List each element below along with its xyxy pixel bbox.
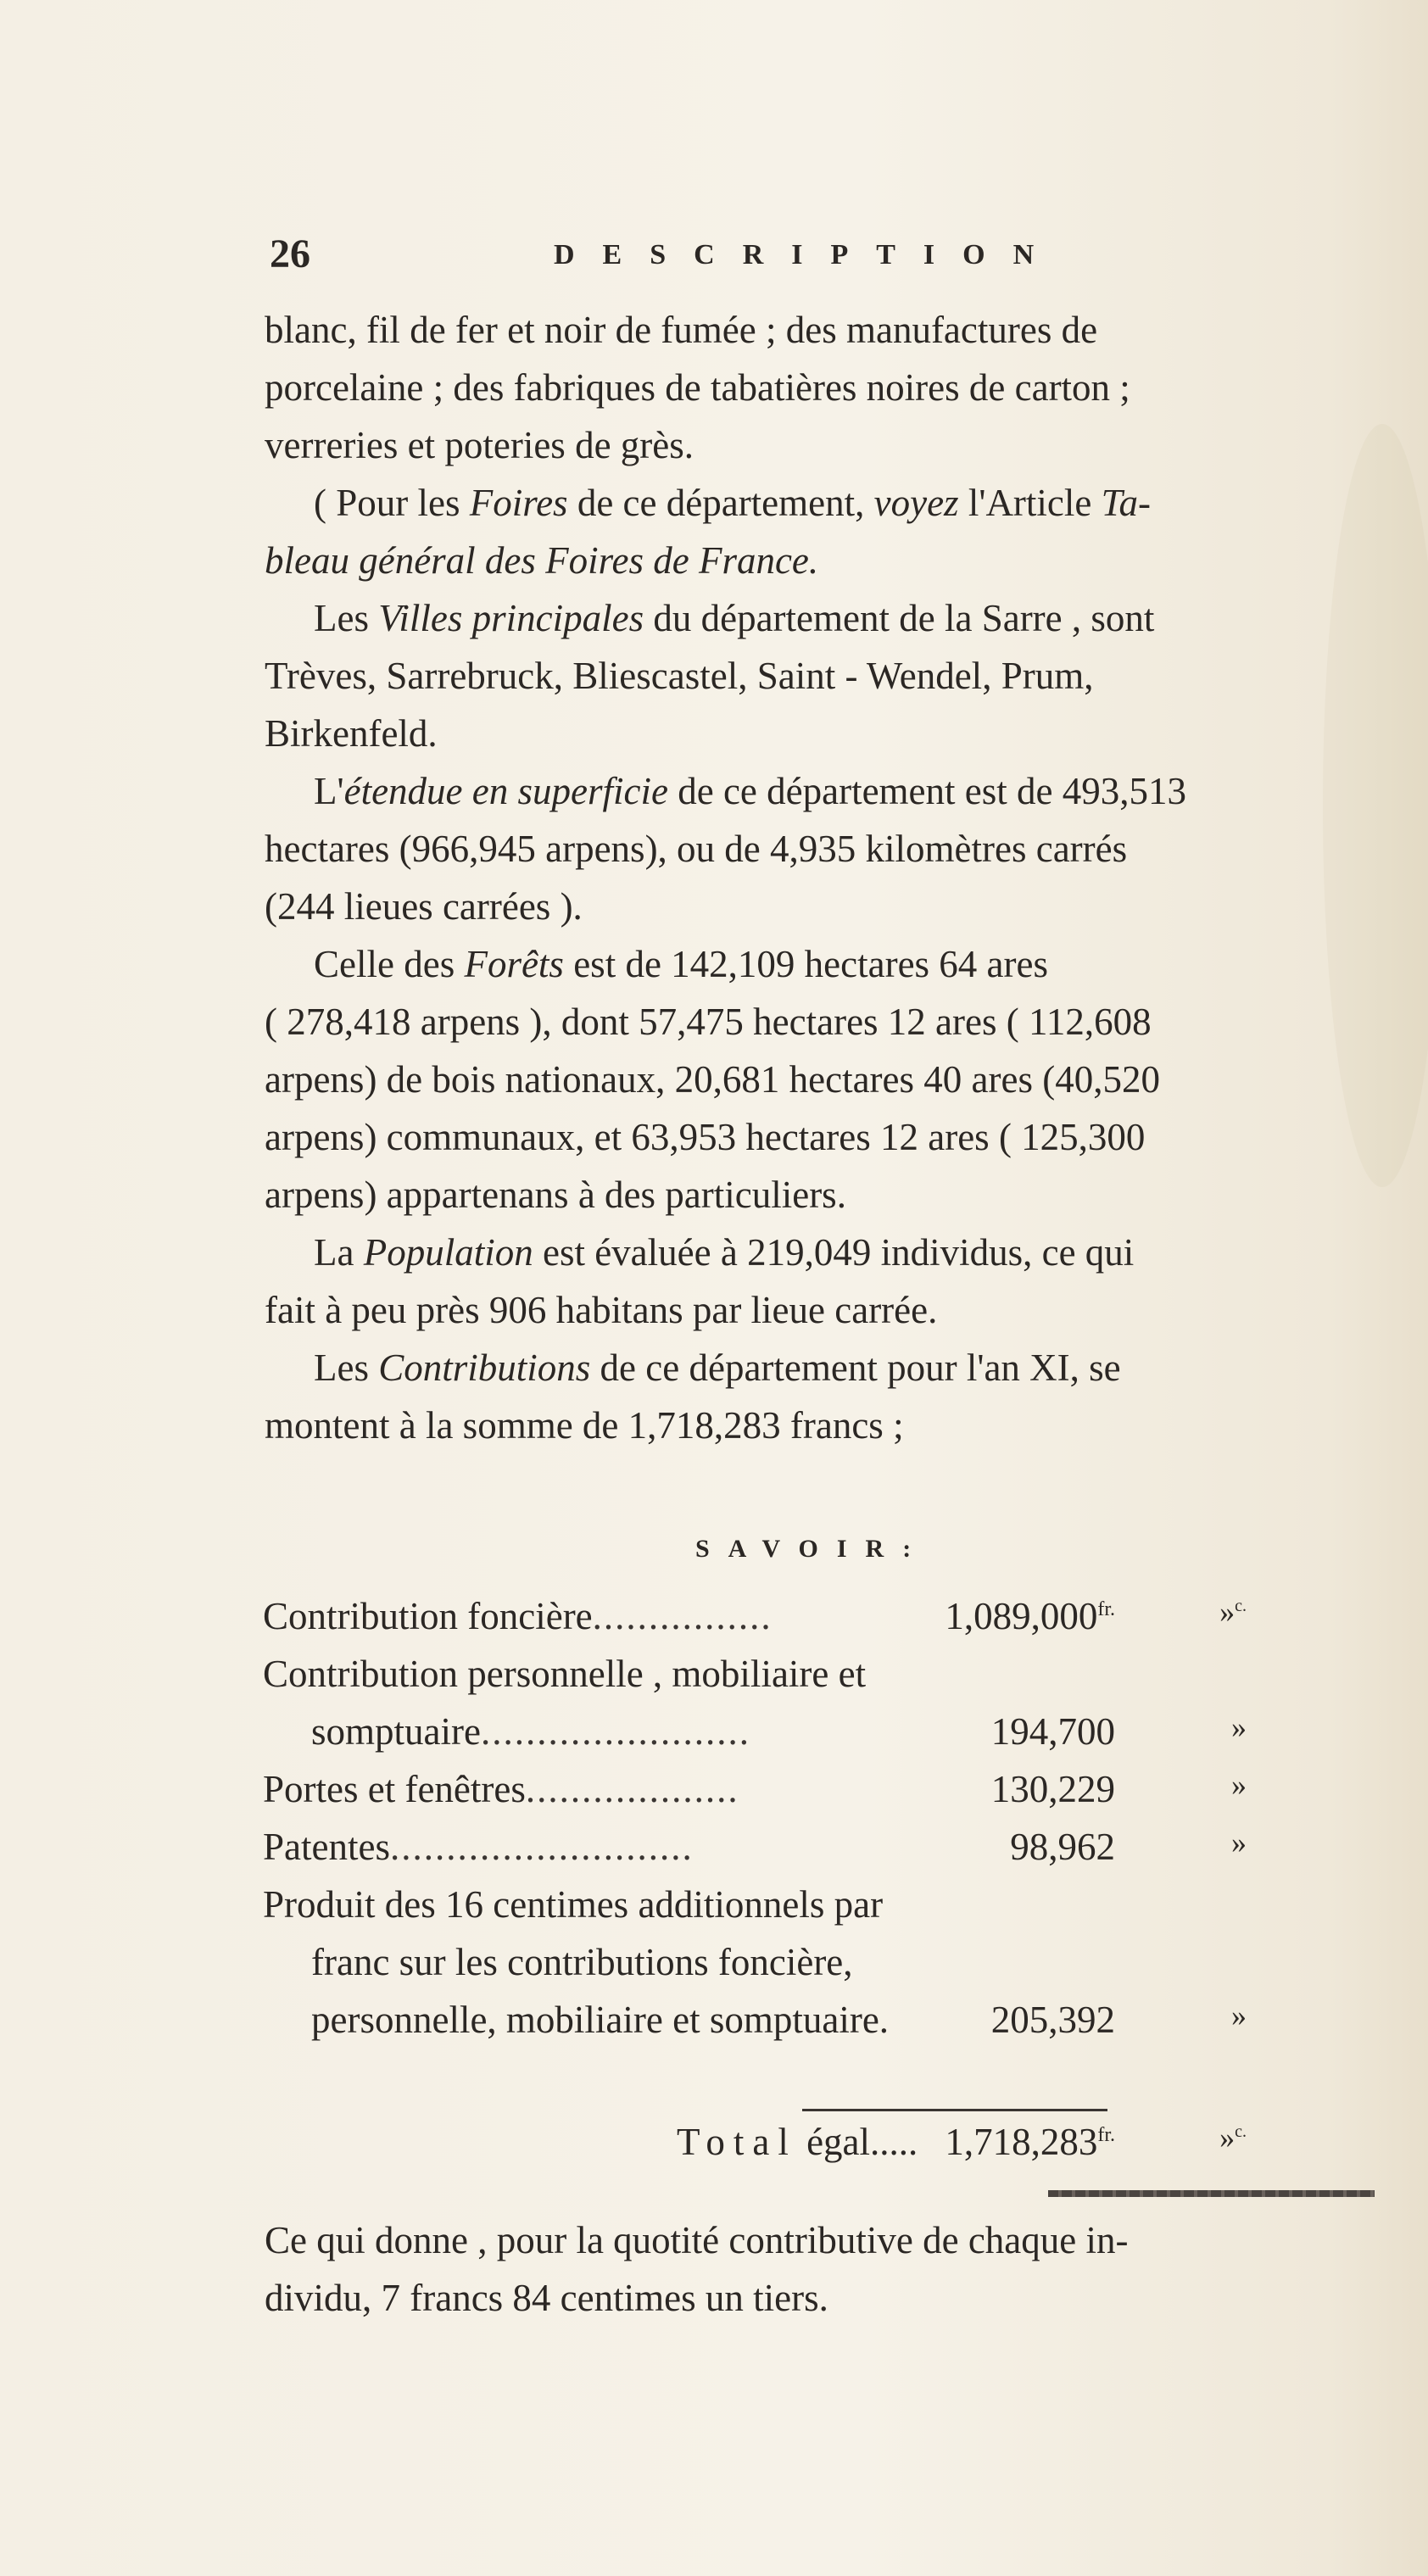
table-row: [263, 1882, 1408, 1940]
text-line: arpens) communaux, et 63,953 hectares 12 ares ( 125,300: [265, 1116, 1146, 1158]
paragraph-population: [265, 1224, 1396, 1339]
italic-term: Villes principales: [378, 597, 644, 639]
total-amount: [945, 2120, 1115, 2164]
text-line: (244 lieues carrées ).: [265, 885, 583, 928]
italic-term: étendue en superficie: [343, 770, 668, 812]
body-text: [265, 301, 1396, 1454]
row-label: [263, 1594, 773, 1638]
amount-value: 1,089,000: [945, 1595, 1098, 1637]
total-divider: [802, 2109, 1107, 2111]
table-row: [263, 1767, 1408, 1825]
ditto-mark: »: [1231, 1826, 1247, 1860]
total-rest: égal.....: [796, 2121, 918, 2163]
text-line: fait à peu près 906 habitans par lieue carrée.: [265, 1289, 938, 1331]
text-line: Ce qui donne , pour la quotité contributive de chaque in-: [265, 2219, 1129, 2261]
row-label: [263, 1767, 739, 1811]
row-label: franc sur les contributions foncière,: [311, 1941, 853, 1983]
text-line: ( 278,418 arpens ), dont 57,475 hectares 12 ares ( 112,608: [265, 1001, 1152, 1043]
label-text: Portes et fenêtres: [263, 1768, 526, 1810]
text-span: Les: [314, 597, 379, 639]
text-span: Les: [314, 1347, 379, 1389]
total-row: [263, 2120, 1408, 2179]
closing-paragraph: [265, 2211, 1396, 2327]
table-row: [263, 1940, 1408, 1998]
label-text: Patentes: [263, 1826, 390, 1868]
row-amount: 130,229: [990, 1768, 1115, 1810]
text-line: dividu, 7 francs 84 centimes un tiers.: [265, 2277, 828, 2319]
ditto-mark: [1219, 2120, 1247, 2155]
text-line: Birkenfeld.: [265, 712, 438, 755]
paragraph-forets: [265, 935, 1396, 1224]
text-span: de ce département,: [567, 482, 874, 524]
text-line: arpens) appartenans à des particuliers.: [265, 1174, 846, 1216]
text-span: de ce département est de 493,513: [667, 770, 1186, 812]
ditto-mark: »: [1231, 1999, 1247, 2032]
table-row: [263, 1594, 1408, 1652]
row-amount: 194,700: [990, 1710, 1115, 1753]
italic-term: Population: [363, 1231, 533, 1274]
total-word: Total: [677, 2121, 797, 2163]
italic-term: bleau général des Foires de France.: [265, 539, 819, 582]
text-span: Celle des: [314, 943, 465, 985]
text-line: hectares (966,945 arpens), ou de 4,935 kilomètres carrés: [265, 828, 1128, 870]
text-span: est de 142,109 hectares 64 ares: [563, 943, 1049, 985]
leader-dots: ................: [592, 1595, 773, 1637]
text-line: verreries et poteries de grès.: [265, 424, 694, 466]
centimes-unit: c.: [1235, 2122, 1247, 2141]
row-label: personnelle, mobiliaire et somptuaire.: [311, 1999, 890, 2041]
row-label: [311, 1709, 750, 1754]
paragraph-1: [265, 301, 1396, 474]
row-label: Contribution personnelle , mobiliaire et: [263, 1653, 867, 1695]
row-amount: [945, 1594, 1115, 1638]
table-row: [263, 1998, 1408, 2055]
paragraph-etendue: [265, 762, 1396, 935]
ditto-mark: »: [1231, 1710, 1247, 1744]
ditto-mark: [1219, 1594, 1247, 1630]
text-line: Trèves, Sarrebruck, Bliescastel, Saint - Wendel, Prum,: [265, 655, 1094, 697]
ornamental-rule: [1048, 2190, 1375, 2197]
italic-term: Contributions: [378, 1347, 591, 1389]
text-span: de ce département pour l'an XI, se: [590, 1347, 1121, 1389]
paragraph-villes: [265, 589, 1396, 762]
row-amount: 205,392: [990, 1999, 1115, 2041]
label-text: somptuaire: [311, 1710, 481, 1753]
text-span: ( Pour les: [314, 482, 470, 524]
row-label: [263, 1825, 694, 1869]
total-label: [677, 2120, 918, 2164]
leader-dots: ...........................: [389, 1826, 694, 1868]
italic-term: Foires: [469, 482, 568, 524]
italic-term: voyez: [873, 482, 959, 524]
leader-dots: ...................: [525, 1768, 739, 1810]
text-line: blanc, fil de fer et noir de fumée ; des manufactures de: [265, 309, 1098, 351]
amount-value: 1,718,283: [945, 2121, 1098, 2163]
text-line: montent à la somme de 1,718,283 francs ;: [265, 1404, 904, 1447]
table-row: [263, 1709, 1408, 1767]
text-span: l'Article: [958, 482, 1102, 524]
paragraph-foires: [265, 474, 1396, 589]
leader-dots: ........................: [480, 1710, 750, 1753]
centimes-unit: c.: [1235, 1597, 1247, 1615]
text-span: du département de la Sarre , sont: [644, 597, 1155, 639]
text-line: porcelaine ; des fabriques de tabatières noires de carton ;: [265, 366, 1130, 409]
row-label: Produit des 16 centimes additionnels par: [263, 1883, 884, 1926]
row-amount: 98,962: [1010, 1826, 1115, 1868]
savoir-heading: SAVOIR:: [695, 1535, 930, 1563]
text-span: L': [314, 770, 344, 812]
closing-text: [265, 2211, 1396, 2327]
italic-term: Ta-: [1101, 482, 1152, 524]
text-span: La: [314, 1231, 364, 1274]
italic-term: Forêts: [464, 943, 564, 985]
ditto-mark: »: [1231, 1768, 1247, 1802]
ditto-symbol: »: [1219, 1595, 1236, 1629]
ditto-symbol: »: [1219, 2121, 1236, 2155]
page-number: 26: [270, 231, 310, 276]
table-row: [263, 1825, 1408, 1882]
label-text: Contribution foncière: [263, 1595, 593, 1637]
amount-unit: fr.: [1097, 1598, 1115, 1620]
text-line: arpens) de bois nationaux, 20,681 hectares 40 ares (40,520: [265, 1058, 1160, 1101]
text-span: est évaluée à 219,049 individus, ce qui: [533, 1231, 1135, 1274]
page-header: [270, 231, 1135, 290]
table-row: [263, 1652, 1408, 1709]
amount-unit: fr.: [1097, 2124, 1115, 2146]
paragraph-contributions: [265, 1339, 1396, 1454]
running-title: DESCRIPTION: [554, 239, 1063, 270]
